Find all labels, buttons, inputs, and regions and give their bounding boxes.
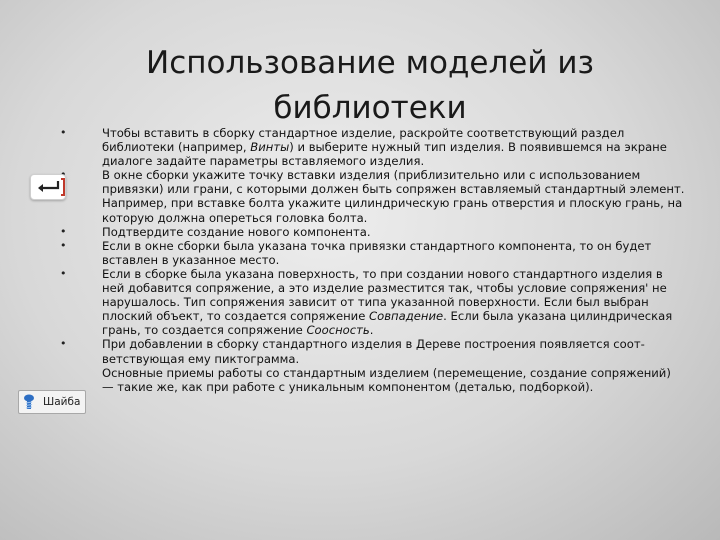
bullet-item <box>60 225 685 239</box>
bullet-emphasis: Совпадение <box>369 309 444 324</box>
screw-button-label: Шайба <box>43 396 81 408</box>
bullet-item <box>60 126 685 168</box>
bullet-text <box>102 366 671 394</box>
bullet-item <box>60 239 685 267</box>
bullet-emphasis: Винты <box>250 140 290 155</box>
bullet-segment: Если в окне сборки была указана точка привязки стандартного компонента, то он будет вставлен в указанное место. <box>102 238 652 267</box>
enter-return-icon <box>30 174 66 200</box>
bullet-item <box>60 337 685 365</box>
bullet-segment: Подтвердите создание нового компонента. <box>102 224 371 239</box>
screw-icon <box>21 392 41 412</box>
bullet-segment: В окне сборки укажите точку вставки изделия (приблизительно или с использованием привязки) или грани, с которыми должен быть сопряжен вставляемый стандартный элемент. Например, при вставке болта укажите цилиндрическую грань отверстия и плоскую грань, на которую должна опереться головка болта. <box>102 168 685 225</box>
bullet-text <box>102 225 371 239</box>
bullet-text <box>102 126 667 168</box>
bullet-segment: . <box>369 323 374 338</box>
bullet-item <box>60 168 685 224</box>
bullet-segment: . Если была указана цилиндрическая грань, то создается сопряжение <box>102 309 673 338</box>
screw-washer-button[interactable] <box>18 390 86 414</box>
bullet-segment: При добавлении в сборку стандартного изделия в Дереве построения появляется соот-ветствующая ему пиктограмма. <box>102 337 645 366</box>
bullet-item <box>60 267 685 337</box>
bullet-text <box>102 168 684 224</box>
bullet-segment: Чтобы вставить в сборку стандартное изделие, раскройте соответствующий раздел библиотеки (например, <box>102 126 625 155</box>
bullet-text <box>102 267 672 337</box>
bullet-emphasis: Соосность <box>306 323 370 338</box>
bullet-text <box>102 337 645 365</box>
bullet-list <box>60 126 685 394</box>
slide-title: Использование моделей из библиотеки <box>146 44 594 126</box>
bullet-segment: ) и выберите нужный тип изделия. В появившемся на экране диалоге задайте параметры вставляемого изделия. <box>102 140 667 169</box>
bullet-segment: Основные приемы работы со стандартным изделием (перемещение, создание сопряжений) — такие же, как при работе с уникальным компонентом (деталью, подборкой). <box>102 365 671 394</box>
bullet-segment: Если в сборке была указана поверхность, то при создании нового стандартного изделия в ней добавится сопряжение, а это изделие разместится так, чтобы условие сопряжения' не нарушалось. Тип сопряжения зависит от типа указанной поверхности. Если был выбран плоский объект, то создается сопряжение <box>102 266 667 324</box>
bullet-item <box>60 366 685 394</box>
bullet-text <box>102 239 651 267</box>
